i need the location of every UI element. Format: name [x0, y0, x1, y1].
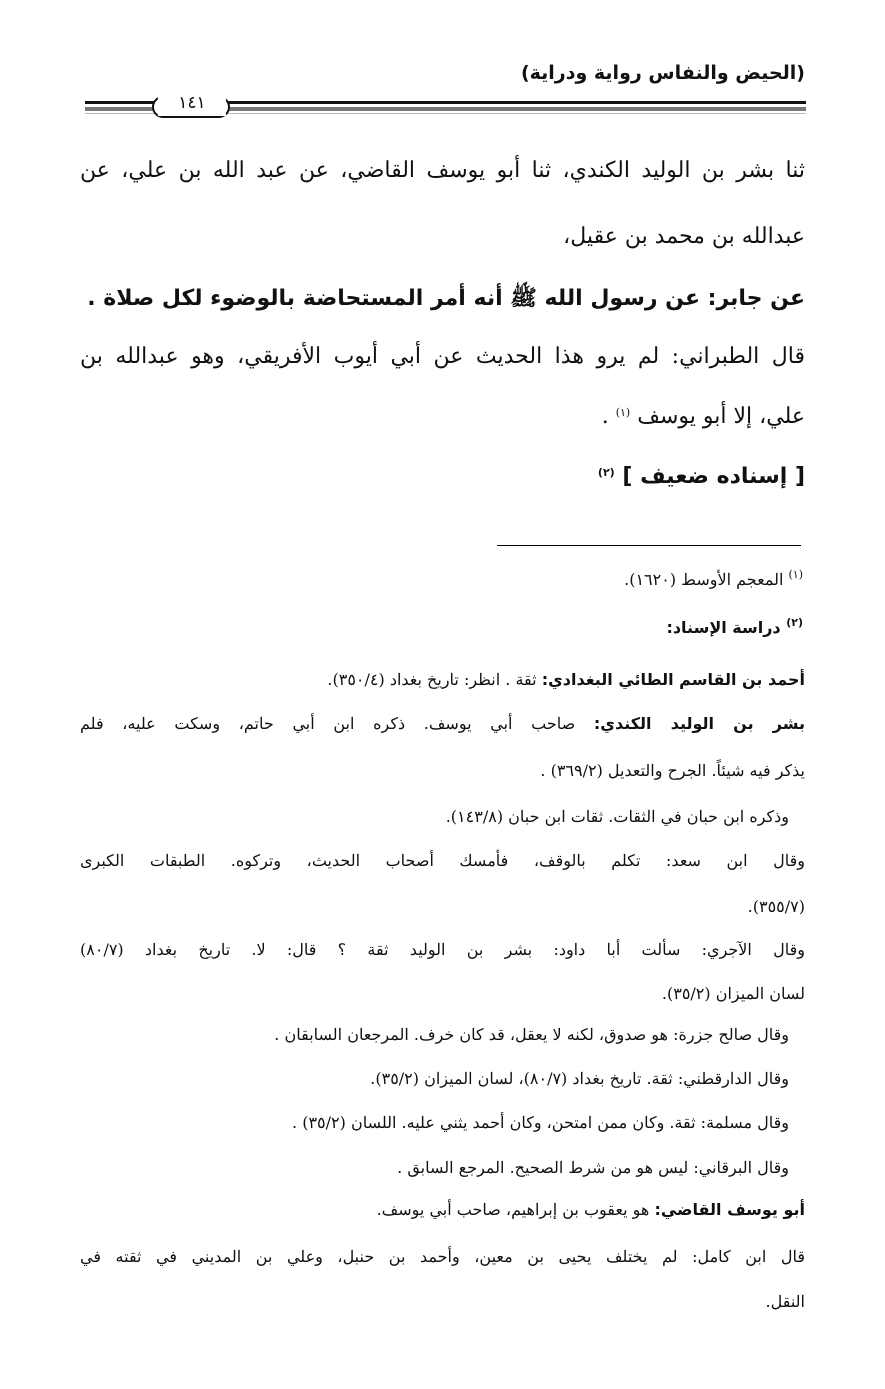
- text-line-2: عبدالله بن محمد بن عقيل،: [563, 224, 805, 249]
- footnote-2-number: (٢): [786, 616, 803, 629]
- footnote-2: [80, 615, 803, 643]
- footnote-line: وقال الدارقطني: ثقة. تاريخ بغداد (٨٠/٧)، لسان الميزان (٣٥/٢).: [370, 1069, 789, 1088]
- hadith-text: عن جابر: عن رسول الله ﷺ أنه أمر المستحاضة بالوضوء لكل صلاة .: [87, 286, 805, 311]
- narrator-bishr-text: صاحب أبي يوسف. ذكره ابن أبي حاتم، وسكت عليه، فلم: [80, 714, 576, 733]
- running-title: (الحيض والنفاس رواية ودراية): [520, 62, 805, 84]
- text-line-5-body: علي، إلا أبو يوسف: [637, 404, 805, 429]
- footnote-separator: [497, 545, 801, 546]
- footnote-ref-1: (١): [615, 406, 631, 419]
- page-number: ١٤١: [158, 90, 226, 116]
- narrator-bishr: [80, 711, 805, 737]
- narrator-bishr-name: بشر بن الوليد الكندي:: [593, 714, 805, 733]
- footnote-1-text: المعجم الأوسط (١٦٢٠).: [624, 570, 784, 589]
- footnote-1-number: (١): [788, 568, 803, 581]
- isnad-verdict-text: [ إسناده ضعيف ]: [622, 464, 805, 489]
- text-line-5-end: .: [601, 404, 609, 429]
- footnote-line: يذكر فيه شيئاً. الجرح والتعديل (٣٦٩/٢) .: [540, 761, 805, 780]
- footnote-line: وذكره ابن حبان في الثقات. ثقات ابن حبان (١٤٣/٨).: [445, 807, 789, 826]
- narrator-ahmad: [80, 667, 805, 693]
- narrator-abu-yusuf: [80, 1197, 805, 1223]
- footnote-line: وقال صالح جزرة: هو صدوق، لكنه لا يعقل، قد كان خرف. المرجعان السابقان .: [274, 1025, 789, 1044]
- footnote-ref-2: (٢): [597, 466, 615, 479]
- footnote-line: وقال الآجري: سألت أبا داود: بشر بن الوليد ثقة ؟ قال: لا. تاريخ بغداد (٨٠/٧): [80, 940, 805, 959]
- footnote-line: النقل.: [765, 1292, 805, 1311]
- footnote-1: [80, 567, 803, 595]
- footnote-line: وقال ابن سعد: تكلم بالوقف، فأمسك أصحاب الحديث، وتركوه. الطبقات الكبرى: [80, 851, 805, 870]
- text-line-5: [80, 400, 805, 437]
- footnote-line: وقال مسلمة: ثقة. وكان ممن امتحن، وكان أحمد يثني عليه. اللسان (٣٥/٢) .: [292, 1113, 789, 1132]
- footnote-line: لسان الميزان (٣٥/٢).: [661, 984, 805, 1003]
- isnad-verdict: [80, 460, 805, 497]
- narrator-abu-yusuf-text: هو يعقوب بن إبراهيم، صاحب أبي يوسف.: [376, 1200, 650, 1219]
- narrator-ahmad-name: أحمد بن القاسم الطائي البغدادي:: [541, 670, 805, 689]
- footnote-line: وقال البرقاني: ليس هو من شرط الصحيح. المرجع السابق .: [397, 1158, 789, 1177]
- text-line-1: ثنا بشر بن الوليد الكندي، ثنا أبو يوسف القاضي، عن عبد الله بن علي، عن: [80, 158, 805, 183]
- footnote-2-text: دراسة الإسناد:: [666, 618, 781, 637]
- text-line-4: قال الطبراني: لم يرو هذا الحديث عن أبي أيوب الأفريقي، وهو عبدالله بن: [80, 344, 805, 369]
- narrator-abu-yusuf-name: أبو يوسف القاضي:: [654, 1200, 805, 1219]
- footnote-line: قال ابن كامل: لم يختلف يحيى بن معين، وأحمد بن حنبل، وعلي بن المديني في ثقته في: [80, 1247, 805, 1266]
- footnote-line: (٣٥٥/٧).: [747, 897, 805, 916]
- narrator-ahmad-text: ثقة . انظر: تاريخ بغداد (٣٥٠/٤).: [327, 670, 537, 689]
